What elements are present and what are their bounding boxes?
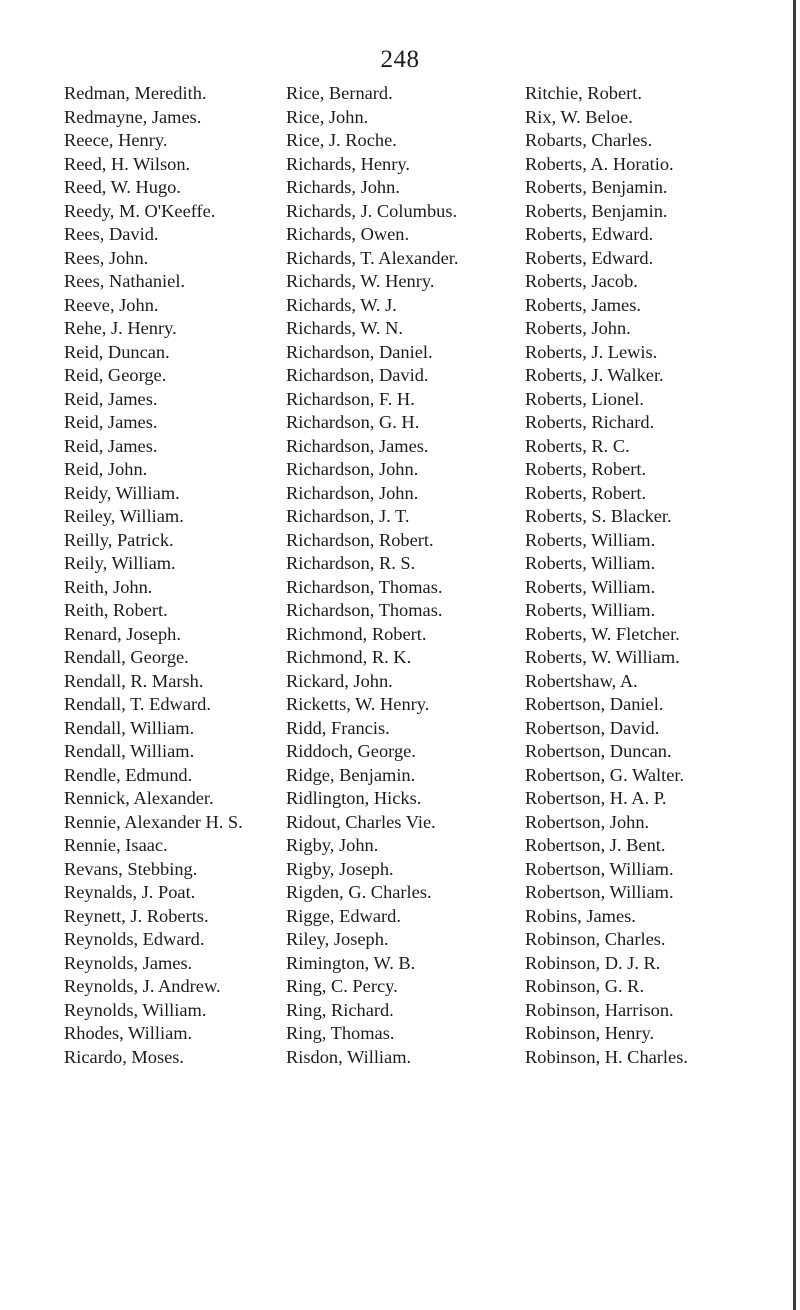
- name-entry: Richardson, R. S.: [286, 553, 416, 573]
- page-number: 248: [380, 46, 420, 73]
- name-entry: Robinson, G. R.: [525, 976, 645, 996]
- name-entry: Roberts, Robert.: [525, 482, 647, 503]
- name-entry: Rendall, T. Edward.: [64, 694, 211, 714]
- name-entry: Robinson, H. Charles.: [525, 1046, 688, 1067]
- name-entry: Rendall, George.: [64, 647, 189, 667]
- name-column-1: [64, 82, 282, 1069]
- name-entry: Ricketts, W. Henry.: [286, 694, 430, 714]
- name-entry: Roberts, Benjamin.: [525, 177, 668, 197]
- name-entry: Ring, Thomas.: [286, 1023, 395, 1043]
- name-entry: Roberts, W. Fletcher.: [525, 623, 680, 644]
- name-entry: Roberts, S. Blacker.: [525, 506, 672, 526]
- name-entry: Robertson, David.: [525, 717, 660, 738]
- name-entry: Richards, Henry.: [286, 153, 410, 174]
- name-entry: Revans, Stebbing.: [64, 858, 198, 879]
- name-entry: Rees, John.: [64, 247, 149, 268]
- name-entry: Richardson, J. T.: [286, 506, 410, 526]
- name-entry: Rix, W. Beloe.: [525, 106, 633, 127]
- name-entry: Rigby, Joseph.: [286, 858, 394, 879]
- name-entry: Roberts, W. William.: [525, 647, 680, 667]
- name-list: [0, 82, 800, 1262]
- name-entry: Rennie, Alexander H. S.: [64, 811, 243, 832]
- name-entry: Richards, W. J.: [286, 294, 397, 315]
- name-entry: Redman, Meredith.: [64, 83, 207, 103]
- name-entry: Richards, T. Alexander.: [286, 247, 459, 268]
- name-entry: Ridlington, Hicks.: [286, 788, 422, 808]
- name-entry: Rhodes, William.: [64, 1023, 193, 1043]
- name-entry: Reed, H. Wilson.: [64, 153, 191, 174]
- name-entry: Ridd, Francis.: [286, 717, 390, 738]
- name-entry: Robarts, Charles.: [525, 130, 653, 150]
- name-entry: Rees, Nathaniel.: [64, 271, 186, 291]
- name-entry: Robertson, H. A. P.: [525, 788, 667, 808]
- name-entry: Reid, James.: [64, 412, 158, 432]
- name-entry: Rees, David.: [64, 224, 159, 244]
- name-entry: Riley, Joseph.: [286, 929, 389, 949]
- name-entry: Richmond, R. K.: [286, 647, 412, 667]
- name-entry: Reynolds, J. Andrew.: [64, 976, 221, 996]
- name-entry: Robertson, J. Bent.: [525, 835, 666, 855]
- name-entry: Roberts, James.: [525, 294, 641, 315]
- name-entry: Redmayne, James.: [64, 106, 202, 127]
- name-entry: Richardson, Daniel.: [286, 341, 433, 362]
- name-entry: Rickard, John.: [286, 670, 393, 691]
- name-entry: Rigden, G. Charles.: [286, 882, 432, 902]
- name-entry: Ridge, Benjamin.: [286, 764, 416, 785]
- name-entry: Reid, Duncan.: [64, 341, 170, 362]
- name-entry: Robertson, William.: [525, 858, 674, 879]
- name-entry: Reynolds, William.: [64, 999, 207, 1020]
- name-entry: Rice, John.: [286, 106, 369, 127]
- name-entry: Roberts, William.: [525, 529, 656, 550]
- name-entry: Roberts, William.: [525, 553, 656, 573]
- name-entry: Robins, James.: [525, 905, 636, 926]
- name-entry: Roberts, Lionel.: [525, 388, 645, 409]
- name-entry: Robertson, Duncan.: [525, 741, 672, 761]
- name-entry: Rennie, Isaac.: [64, 835, 168, 855]
- name-entry: Reilly, Patrick.: [64, 529, 174, 550]
- name-column-2: [286, 82, 518, 1069]
- name-entry: Risdon, William.: [286, 1046, 412, 1067]
- name-entry: Roberts, John.: [525, 318, 631, 338]
- name-entry: Reith, John.: [64, 576, 153, 597]
- name-entry: Richardson, David.: [286, 365, 429, 385]
- name-entry: Reynolds, Edward.: [64, 929, 205, 949]
- name-entry: Robinson, Henry.: [525, 1023, 655, 1043]
- name-entry: Richardson, G. H.: [286, 412, 420, 432]
- name-entry: Rimington, W. B.: [286, 952, 416, 973]
- name-entry: Richmond, Robert.: [286, 623, 427, 644]
- name-entry: Robertson, G. Walter.: [525, 764, 685, 785]
- name-entry: Reeve, John.: [64, 294, 159, 315]
- name-entry: Richards, J. Columbus.: [286, 200, 458, 221]
- name-entry: Rice, J. Roche.: [286, 130, 397, 150]
- name-entry: Robinson, Harrison.: [525, 999, 674, 1020]
- name-entry: Reed, W. Hugo.: [64, 177, 181, 197]
- name-entry: Rendall, William.: [64, 741, 195, 761]
- name-entry: Roberts, Edward.: [525, 224, 654, 244]
- name-entry: Ricardo, Moses.: [64, 1046, 185, 1067]
- name-entry: Robertshaw, A.: [525, 670, 638, 691]
- name-entry: Renard, Joseph.: [64, 623, 181, 644]
- name-entry: Reid, James.: [64, 435, 158, 456]
- name-entry: Roberts, Edward.: [525, 247, 654, 268]
- name-entry: Robertson, John.: [525, 811, 650, 832]
- name-entry: Roberts, J. Lewis.: [525, 341, 658, 362]
- name-entry: Roberts, Jacob.: [525, 271, 638, 291]
- name-entry: Ridout, Charles Vie.: [286, 811, 436, 832]
- name-entry: Richards, John.: [286, 177, 400, 197]
- name-entry: Rehe, J. Henry.: [64, 318, 177, 338]
- name-entry: Reidy, William.: [64, 482, 180, 503]
- name-entry: Robertson, Daniel.: [525, 694, 664, 714]
- name-entry: Rigge, Edward.: [286, 905, 401, 926]
- name-entry: Rendle, Edmund.: [64, 764, 193, 785]
- name-entry: Rice, Bernard.: [286, 83, 393, 103]
- name-entry: Robertson, William.: [525, 882, 674, 902]
- name-entry: Richards, W. N.: [286, 318, 403, 338]
- name-entry: Richardson, F. H.: [286, 388, 415, 409]
- name-entry: Roberts, William.: [525, 576, 656, 597]
- name-entry: Roberts, J. Walker.: [525, 365, 664, 385]
- name-entry: Ring, Richard.: [286, 999, 394, 1020]
- name-entry: Reynolds, James.: [64, 952, 193, 973]
- name-entry: Richardson, John.: [286, 482, 419, 503]
- name-entry: Rendall, R. Marsh.: [64, 670, 204, 691]
- name-entry: Reily, William.: [64, 553, 176, 573]
- name-column-3: [525, 82, 795, 1069]
- name-entry: Roberts, A. Horatio.: [525, 153, 674, 174]
- name-entry: Reid, James.: [64, 388, 158, 409]
- name-entry: Reith, Robert.: [64, 600, 168, 620]
- name-entry: Roberts, Robert.: [525, 459, 647, 479]
- name-entry: Roberts, William.: [525, 600, 656, 620]
- name-entry: Ring, C. Percy.: [286, 976, 398, 996]
- name-entry: Reiley, William.: [64, 506, 184, 526]
- name-entry: Reid, George.: [64, 365, 167, 385]
- name-entry: Richardson, John.: [286, 459, 419, 479]
- name-entry: Ritchie, Robert.: [525, 83, 642, 103]
- name-entry: Richardson, Thomas.: [286, 600, 443, 620]
- name-entry: Reid, John.: [64, 459, 148, 479]
- name-entry: Reynett, J. Roberts.: [64, 905, 209, 926]
- name-entry: Riddoch, George.: [286, 741, 416, 761]
- name-entry: Roberts, Richard.: [525, 412, 655, 432]
- name-entry: Reedy, M. O'Keeffe.: [64, 200, 216, 221]
- name-entry: Rigby, John.: [286, 835, 379, 855]
- name-entry: Richards, W. Henry.: [286, 271, 435, 291]
- name-entry: Richardson, Robert.: [286, 529, 434, 550]
- name-entry: Reece, Henry.: [64, 130, 168, 150]
- name-entry: Reynalds, J. Poat.: [64, 882, 196, 902]
- name-entry: Richardson, James.: [286, 435, 429, 456]
- name-entry: Roberts, R. C.: [525, 435, 630, 456]
- name-entry: Richardson, Thomas.: [286, 576, 443, 597]
- name-entry: Rendall, William.: [64, 717, 195, 738]
- name-entry: Robinson, D. J. R.: [525, 952, 661, 973]
- name-entry: Rennick, Alexander.: [64, 788, 214, 808]
- name-entry: Robinson, Charles.: [525, 929, 666, 949]
- name-entry: Roberts, Benjamin.: [525, 200, 668, 221]
- name-entry: Richards, Owen.: [286, 224, 410, 244]
